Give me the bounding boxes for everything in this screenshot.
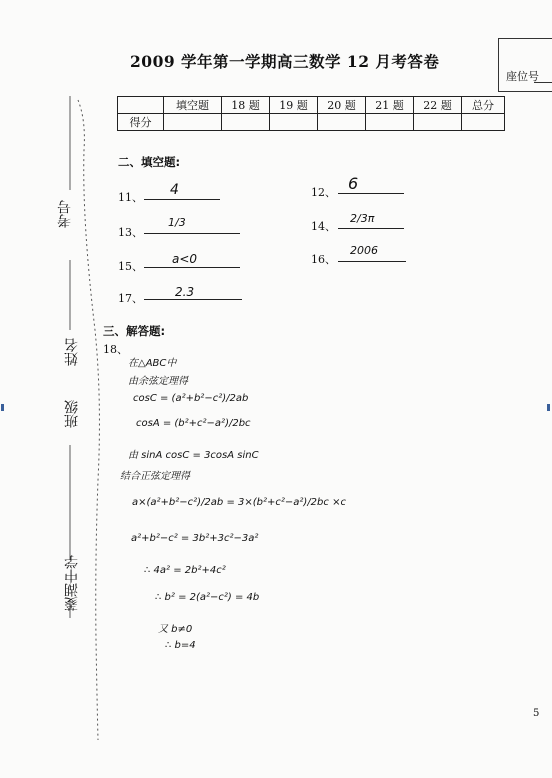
seat-number-line (534, 82, 552, 83)
header-cell: 21 题 (366, 97, 414, 114)
name-label: 姓名 (64, 338, 80, 366)
handwritten-work-line: ∴ b=4 (165, 640, 196, 651)
handwritten-answer: a<0 (172, 252, 198, 266)
score-cell (164, 114, 222, 131)
handwritten-work-line: 由 sinA cosC = 3cosA sinC (128, 450, 259, 461)
header-cell: 20 题 (318, 97, 366, 114)
answer-line (144, 299, 242, 300)
score-cell (318, 114, 366, 131)
score-table (117, 96, 505, 131)
score-row-label: 得分 (118, 114, 164, 131)
handwritten-work-line: 在△ABC中 (128, 358, 177, 369)
score-cell (366, 114, 414, 131)
seat-number-label: 座位号 (506, 70, 539, 83)
handwritten-work-line: ∴ 4a² = 2b²+4c² (144, 565, 226, 576)
handwritten-work-line: 又 b≠0 (158, 624, 193, 635)
handwritten-answer: 2/3π (350, 212, 375, 225)
header-cell: 22 题 (414, 97, 462, 114)
header-cell: 18 题 (222, 97, 270, 114)
handwritten-work-line: a²+b²−c² = 3b²+3c²−3a² (131, 533, 259, 544)
handwritten-work-line: 由余弦定理得 (128, 376, 188, 387)
exam-number-label: 考号 (57, 200, 73, 228)
handwritten-work-line: a×(a²+b²−c²)/2ab = 3×(b²+c²−a²)/2bc ×c (132, 497, 346, 508)
answer-line (338, 261, 406, 262)
handwritten-answer: 1/3 (168, 216, 186, 229)
question-number: 15、 (118, 260, 143, 273)
handwritten-answer: 2006 (350, 244, 378, 257)
handwritten-work-line: ∴ b² = 2(a²−c²) = 4b (155, 592, 260, 603)
question-number: 16、 (311, 253, 336, 266)
header-cell: 总分 (462, 97, 505, 114)
answer-line (144, 199, 220, 200)
binding-dashed-line (0, 0, 120, 778)
header-cell: 19 题 (270, 97, 318, 114)
question-number: 17、 (118, 292, 143, 305)
question-number: 14、 (311, 220, 336, 233)
answer-line (144, 267, 240, 268)
handwritten-answer: 6 (348, 174, 359, 193)
question-number: 12、 (311, 186, 336, 199)
scan-marker-right (547, 404, 550, 411)
question-number: 11、 (118, 191, 143, 204)
handwritten-work-line: cosA = (b²+c²−a²)/2bc (136, 418, 251, 429)
score-table-score-row (118, 114, 505, 131)
score-cell (414, 114, 462, 131)
exam-title: 2009 学年第一学期高三数学 12 月考答卷 (130, 52, 440, 71)
answer-line (144, 233, 240, 234)
score-table-header-row (118, 97, 505, 114)
answer-line (338, 228, 404, 229)
score-cell (222, 114, 270, 131)
header-cell: 填空题 (164, 97, 222, 114)
handwritten-work-line: cosC = (a²+b²−c²)/2ab (133, 393, 249, 404)
score-cell (270, 114, 318, 131)
header-cell (118, 97, 164, 114)
school-label: 菱湖中学 (64, 555, 80, 611)
solve-section-title: 三、解答题: (103, 324, 166, 338)
handwritten-answer: 2.3 (175, 285, 195, 299)
scan-marker-left (1, 404, 4, 411)
fill-section-title: 二、填空题: (118, 155, 181, 169)
score-cell (462, 114, 505, 131)
question-number: 18、 (103, 343, 128, 356)
page-number: 5 (533, 708, 540, 719)
question-number: 13、 (118, 226, 143, 239)
handwritten-work-line: 结合正弦定理得 (120, 471, 190, 482)
handwritten-answer: 4 (170, 182, 179, 198)
class-label: 班级 (64, 400, 80, 428)
answer-line (338, 193, 404, 194)
